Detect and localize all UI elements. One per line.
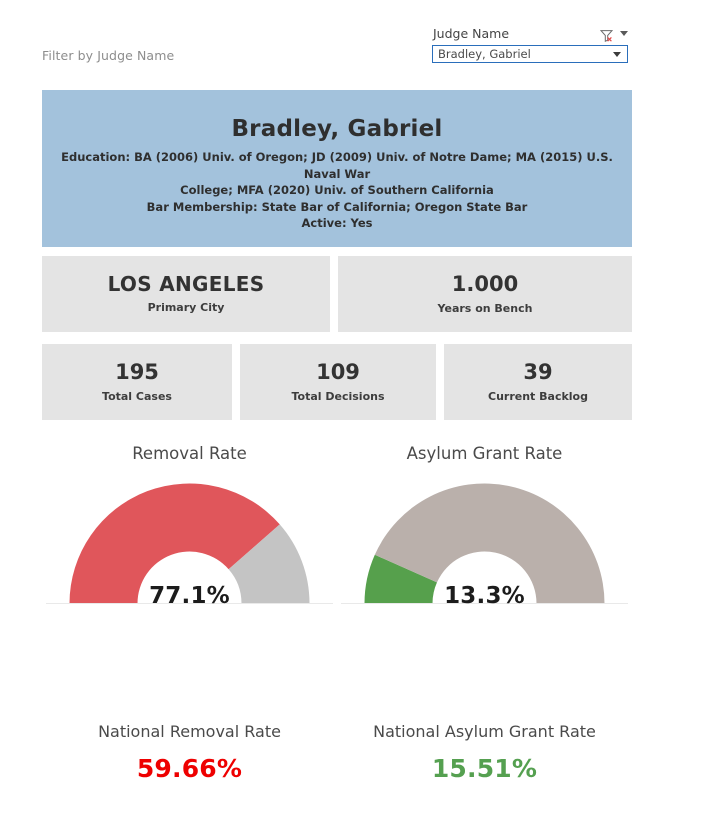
gauge-removal-rate <box>42 440 337 620</box>
judge-bar-membership: Bar Membership: State Bar of California; Oregon State Bar <box>146 199 528 214</box>
judge-info-banner <box>42 90 632 247</box>
judge-active-status: Active: Yes <box>301 216 373 230</box>
kpi-value: 39 <box>523 360 553 385</box>
kpi-card-total-decisions <box>240 344 436 420</box>
filter-header <box>432 26 628 45</box>
kpi-row-caseload <box>42 344 632 420</box>
filter-title: Judge Name <box>433 26 510 41</box>
kpi-label: Total Cases <box>102 389 172 403</box>
judge-name-heading: Bradley, Gabriel <box>231 116 443 142</box>
national-removal-rate <box>42 722 337 802</box>
judge-name-select[interactable] <box>432 45 628 63</box>
kpi-value: 195 <box>115 360 159 385</box>
gauge-value-label: 13.3% <box>444 583 525 609</box>
kpi-label: Total Decisions <box>291 389 385 403</box>
national-label: National Removal Rate <box>98 722 281 741</box>
national-asylum-grant-rate <box>337 722 632 802</box>
filter-dropdown-icon[interactable] <box>620 31 628 36</box>
gauge-asylum-grant-rate <box>337 440 632 620</box>
national-value: 59.66% <box>136 754 243 783</box>
kpi-value: 109 <box>316 360 360 385</box>
gauge-value-label: 77.1% <box>149 583 230 609</box>
kpi-label: Years on Bench <box>437 301 533 315</box>
kpi-card-primary-city <box>42 256 330 332</box>
national-label: National Asylum Grant Rate <box>373 722 596 741</box>
kpi-row-primary <box>42 256 632 332</box>
judge-education-line-1: Education: BA (2006) Univ. of Oregon; JD (2009) Univ. of Notre Dame; MA (2015) U.S. Naval War <box>61 150 613 181</box>
gauge-title: Removal Rate <box>132 444 247 463</box>
clear-filter-icon[interactable] <box>600 27 613 40</box>
kpi-value: 1.000 <box>451 272 519 297</box>
kpi-label: Primary City <box>147 301 225 314</box>
kpi-label: Current Backlog <box>488 389 588 403</box>
national-value: 15.51% <box>431 754 538 783</box>
filter-bar <box>0 0 710 80</box>
gauge-charts <box>42 440 642 620</box>
national-rates <box>42 722 642 802</box>
judge-name-filter[interactable] <box>432 26 628 63</box>
judge-education-line-2: College; MFA (2020) Univ. of Southern California <box>180 183 494 197</box>
kpi-card-years-on-bench <box>338 256 632 332</box>
judge-name-selected-value: Bradley, Gabriel <box>438 47 531 61</box>
filter-icon-group[interactable] <box>600 27 628 40</box>
kpi-card-total-cases <box>42 344 232 420</box>
filter-caption: Filter by Judge Name <box>42 48 175 63</box>
kpi-value: LOS ANGELES <box>107 272 265 296</box>
gauge-title: Asylum Grant Rate <box>406 444 563 463</box>
kpi-card-current-backlog <box>444 344 632 420</box>
chevron-down-icon[interactable] <box>613 52 621 57</box>
